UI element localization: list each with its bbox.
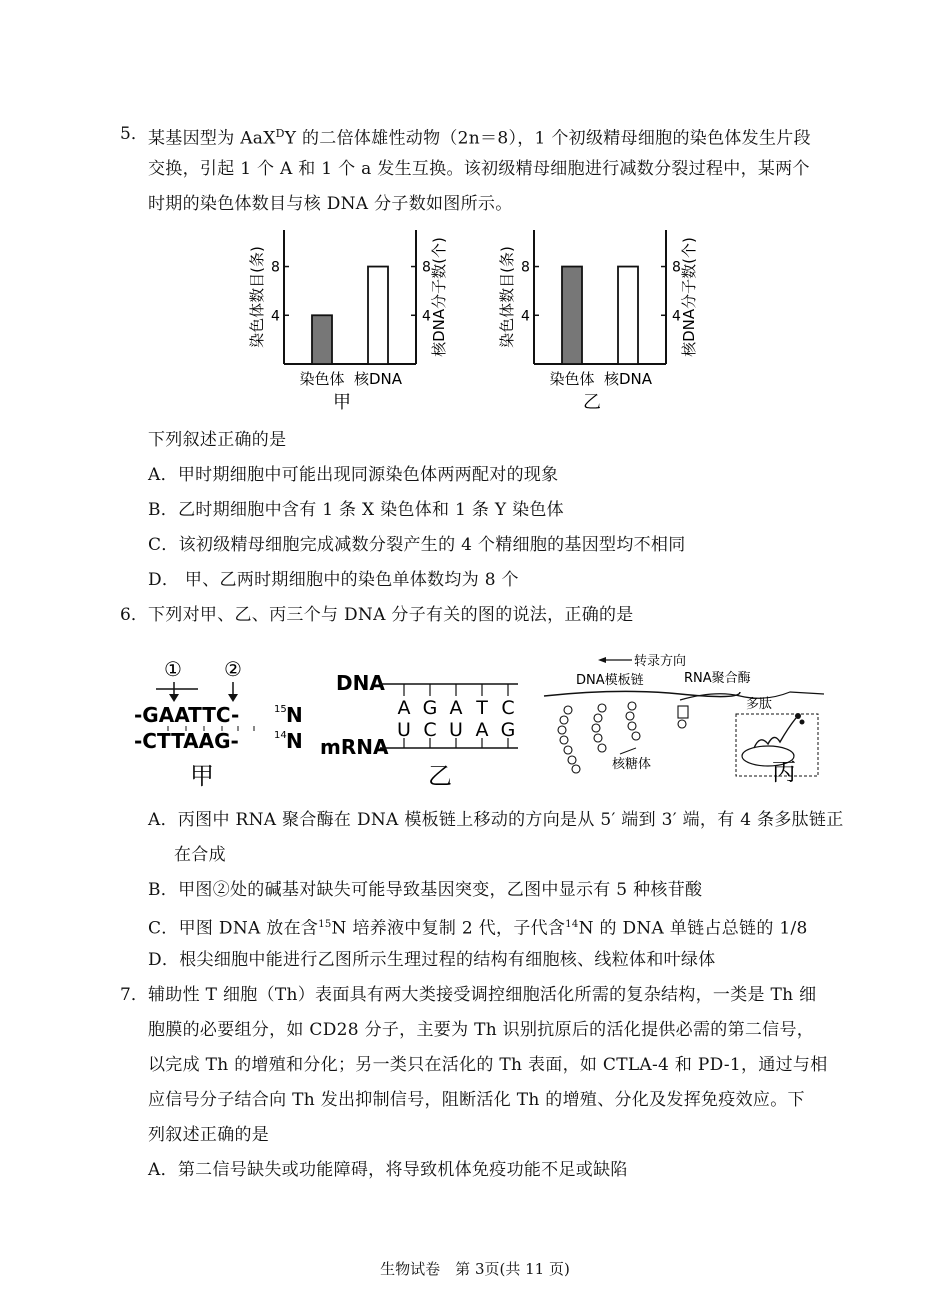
tick-label-left: 8 <box>521 259 530 276</box>
peptide-label: 多肽 <box>746 697 773 712</box>
top-n: N <box>286 703 303 727</box>
q6-option-a-cont: 在合成 <box>174 845 226 865</box>
q6-option-c: C．甲图 DNA 放在含$^{15}$N 培养液中复制 2 代，子代含$^{14}$N 的 DNA 单链占总链的 1/8 <box>148 918 808 939</box>
tick-label-right: 4 <box>422 308 431 325</box>
page-footer: 生物试卷 第 3页(共 11 页) <box>380 1260 570 1278</box>
figure-yi <box>318 662 528 792</box>
base-top: T <box>476 697 488 719</box>
figure-jia <box>128 652 318 792</box>
tick-label-left: 4 <box>271 308 280 325</box>
q5-option-b: B．乙时期细胞中含有 1 条 X 染色体和 1 条 Y 染色体 <box>148 500 564 520</box>
tick-label-right: 4 <box>672 308 681 325</box>
question-6-stem: 下列对甲、乙、丙三个与 DNA 分子有关的图的说法，正确的是 <box>148 605 634 625</box>
figure-bing <box>540 648 830 788</box>
y-label-right: 核DNA分子数(个) <box>680 237 698 357</box>
question-7-line-1: 辅助性 T 细胞（Th）表面具有两大类接受调控细胞活化所需的复杂结构，一类是 Th 细 <box>148 985 817 1005</box>
tick-label-left: 4 <box>521 308 530 325</box>
figure-jia-caption: 甲 <box>190 762 214 790</box>
chart-jia <box>238 222 473 422</box>
question-5-line-3: 时期的染色体数目与核 DNA 分子数如图所示。 <box>148 194 513 214</box>
chart-caption: 乙 <box>583 392 601 413</box>
bar-染色体 <box>562 267 582 364</box>
q5-option-c: C．该初级精母细胞完成减数分裂产生的 4 个精细胞的基因型均不相同 <box>148 535 686 555</box>
bar-染色体 <box>312 315 332 364</box>
bottom-strand: -CTTAAG- <box>134 729 239 753</box>
figure-yi-caption: 乙 <box>428 762 452 790</box>
category-label: 染色体 <box>549 370 595 388</box>
category-label: 核DNA <box>603 370 653 388</box>
bar-核DNA <box>618 267 638 364</box>
base-bottom: C <box>423 719 437 741</box>
base-top: G <box>422 697 438 719</box>
tick-label-right: 8 <box>422 259 431 276</box>
marker-1: ① <box>164 657 182 681</box>
question-5-number: 5． <box>120 124 148 144</box>
base-bottom: U <box>397 719 411 741</box>
category-label: 核DNA <box>353 370 403 388</box>
q5-option-a: A．甲时期细胞中可能出现同源染色体两两配对的现象 <box>148 465 559 485</box>
question-5-line-1: 某基因型为 AaX$^D$Y 的二倍体雄性动物（2n＝8），1 个初级精母细胞的染色体发生片段 <box>148 127 811 149</box>
template-label: DNA模板链 <box>576 673 644 688</box>
direction-label: 转录方向 <box>634 654 687 669</box>
base-bottom: U <box>449 719 463 741</box>
bar-核DNA <box>368 267 388 364</box>
q5-option-d: D． 甲、乙两时期细胞中的染色单体数均为 8 个 <box>148 570 519 590</box>
question-7-line-4: 应信号分子结合向 Th 发出抑制信号，阻断活化 Th 的增殖、分化及发挥免疫效应。下 <box>148 1090 805 1110</box>
question-5-stem: 下列叙述正确的是 <box>148 430 287 450</box>
question-7-number: 7． <box>120 985 148 1005</box>
question-6-number: 6． <box>120 605 148 625</box>
marker-2: ② <box>224 657 242 681</box>
question-7-line-5: 列叙述正确的是 <box>148 1125 270 1145</box>
q6-option-a: A．丙图中 RNA 聚合酶在 DNA 模板链上移动的方向是从 5′ 端到 3′ 端，有 4 条多肽链正 <box>148 810 844 830</box>
question-7-line-3: 以完成 Th 的增殖和分化；另一类只在活化的 Th 表面，如 CTLA-4 和 PD-1，通过与相 <box>148 1055 828 1075</box>
base-top: A <box>449 697 463 719</box>
base-bottom: G <box>500 719 516 741</box>
y-label-right: 核DNA分子数(个) <box>430 237 448 357</box>
bottom-n: N <box>286 729 303 753</box>
top-strand: -GAATTC- <box>134 703 240 727</box>
dna-label: DNA <box>336 671 385 695</box>
q6-option-d: D．根尖细胞中能进行乙图所示生理过程的结构有细胞核、线粒体和叶绿体 <box>148 950 716 970</box>
q6-option-b: B．甲图②处的碱基对缺失可能导致基因突变，乙图中显示有 5 种核苷酸 <box>148 880 703 900</box>
chart-yi <box>488 222 723 422</box>
tick-label-left: 8 <box>271 259 280 276</box>
bottom-isotope: 14 <box>274 730 287 741</box>
y-label-left: 染色体数目(条) <box>498 246 516 348</box>
mrna-label: mRNA <box>320 735 389 759</box>
base-top: C <box>501 697 515 719</box>
question-5-line-2: 交换，引起 1 个 A 和 1 个 a 发生互换。该初级精母细胞进行减数分裂过程中，某两个 <box>148 159 810 179</box>
question-7-line-2: 胞膜的必要组分，如 CD28 分子，主要为 Th 识别抗原后的活化提供必需的第二信号， <box>148 1020 815 1040</box>
y-label-left: 染色体数目(条) <box>248 246 266 348</box>
figure-bing-caption: 丙 <box>772 758 796 786</box>
chart-caption: 甲 <box>333 392 351 413</box>
rnap-label: RNA聚合酶 <box>684 671 751 686</box>
category-label: 染色体 <box>299 370 345 388</box>
base-bottom: A <box>475 719 489 741</box>
top-isotope: 15 <box>274 704 287 715</box>
base-top: A <box>397 697 411 719</box>
tick-label-right: 8 <box>672 259 681 276</box>
ribosome-label: 核糖体 <box>612 757 652 772</box>
q7-option-a: A．第二信号缺失或功能障碍，将导致机体免疫功能不足或缺陷 <box>148 1160 628 1180</box>
genotype-superscript: D <box>275 127 285 140</box>
